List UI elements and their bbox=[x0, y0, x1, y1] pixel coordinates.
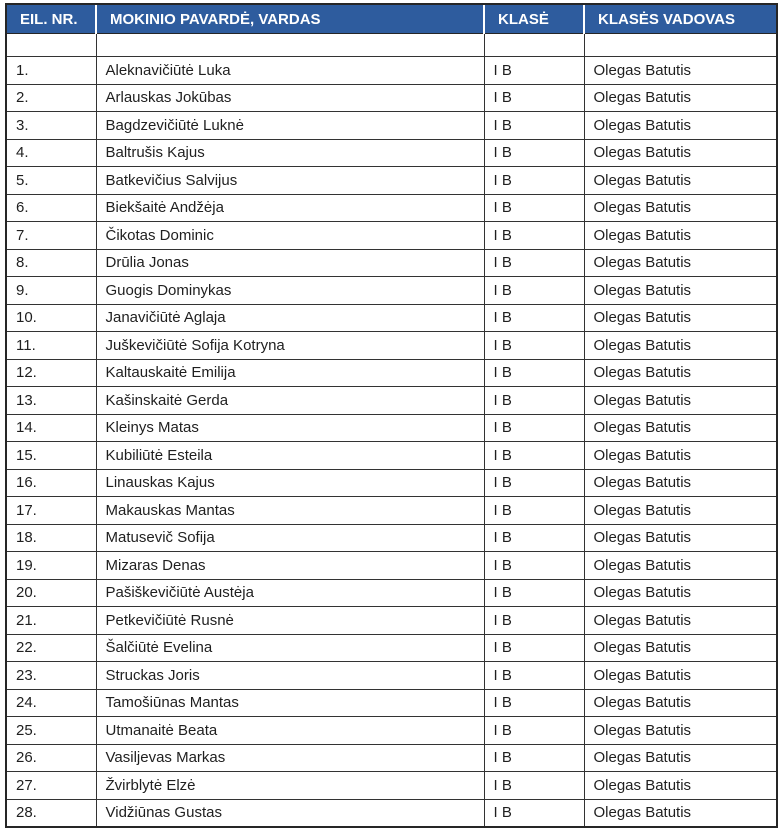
class-cell: I B bbox=[484, 634, 584, 662]
teacher-cell: Olegas Batutis bbox=[584, 414, 777, 442]
student-name-cell: Mizaras Denas bbox=[96, 552, 484, 580]
teacher-cell: Olegas Batutis bbox=[584, 772, 777, 800]
row-number-cell: 22. bbox=[6, 634, 96, 662]
class-cell: I B bbox=[484, 689, 584, 717]
row-number-cell: 23. bbox=[6, 662, 96, 690]
row-number-cell: 6. bbox=[6, 194, 96, 222]
student-row bbox=[6, 249, 777, 277]
student-name-cell: Žvirblytė Elzė bbox=[96, 772, 484, 800]
class-cell: I B bbox=[484, 662, 584, 690]
teacher-cell: Olegas Batutis bbox=[584, 139, 777, 167]
student-row bbox=[6, 84, 777, 112]
student-name-cell: Čikotas Dominic bbox=[96, 222, 484, 250]
column-header-class: KLASĖ bbox=[484, 4, 584, 34]
class-cell: I B bbox=[484, 222, 584, 250]
class-cell: I B bbox=[484, 552, 584, 580]
teacher-cell: Olegas Batutis bbox=[584, 222, 777, 250]
class-cell: I B bbox=[484, 112, 584, 140]
class-cell: I B bbox=[484, 277, 584, 305]
empty-cell bbox=[484, 34, 584, 57]
class-cell: I B bbox=[484, 497, 584, 525]
student-name-cell: Bagdzevičiūtė Luknė bbox=[96, 112, 484, 140]
student-row bbox=[6, 662, 777, 690]
teacher-cell: Olegas Batutis bbox=[584, 662, 777, 690]
student-name-cell: Juškevičiūtė Sofija Kotryna bbox=[96, 332, 484, 360]
student-row bbox=[6, 222, 777, 250]
row-number-cell: 8. bbox=[6, 249, 96, 277]
teacher-cell: Olegas Batutis bbox=[584, 634, 777, 662]
empty-row bbox=[6, 34, 777, 57]
row-number-cell: 18. bbox=[6, 524, 96, 552]
student-row bbox=[6, 524, 777, 552]
student-name-cell: Vidžiūnas Gustas bbox=[96, 799, 484, 827]
row-number-cell: 14. bbox=[6, 414, 96, 442]
student-row bbox=[6, 744, 777, 772]
student-row bbox=[6, 772, 777, 800]
row-number-cell: 10. bbox=[6, 304, 96, 332]
student-row bbox=[6, 607, 777, 635]
teacher-cell: Olegas Batutis bbox=[584, 524, 777, 552]
teacher-cell: Olegas Batutis bbox=[584, 442, 777, 470]
row-number-cell: 17. bbox=[6, 497, 96, 525]
student-name-cell: Struckas Joris bbox=[96, 662, 484, 690]
teacher-cell: Olegas Batutis bbox=[584, 497, 777, 525]
student-row bbox=[6, 469, 777, 497]
student-row bbox=[6, 139, 777, 167]
student-name-cell: Batkevičius Salvijus bbox=[96, 167, 484, 195]
teacher-cell: Olegas Batutis bbox=[584, 607, 777, 635]
teacher-cell: Olegas Batutis bbox=[584, 112, 777, 140]
teacher-cell: Olegas Batutis bbox=[584, 194, 777, 222]
class-cell: I B bbox=[484, 717, 584, 745]
student-row bbox=[6, 57, 777, 85]
teacher-cell: Olegas Batutis bbox=[584, 579, 777, 607]
teacher-cell: Olegas Batutis bbox=[584, 332, 777, 360]
header-row bbox=[6, 4, 777, 34]
student-name-cell: Janavičiūtė Aglaja bbox=[96, 304, 484, 332]
student-name-cell: Kaltauskaitė Emilija bbox=[96, 359, 484, 387]
student-row bbox=[6, 194, 777, 222]
row-number-cell: 27. bbox=[6, 772, 96, 800]
student-row bbox=[6, 552, 777, 580]
empty-cell bbox=[96, 34, 484, 57]
student-name-cell: Tamošiūnas Mantas bbox=[96, 689, 484, 717]
row-number-cell: 15. bbox=[6, 442, 96, 470]
student-row bbox=[6, 442, 777, 470]
row-number-cell: 13. bbox=[6, 387, 96, 415]
student-row bbox=[6, 689, 777, 717]
student-row bbox=[6, 799, 777, 827]
row-number-cell: 7. bbox=[6, 222, 96, 250]
student-row bbox=[6, 634, 777, 662]
teacher-cell: Olegas Batutis bbox=[584, 249, 777, 277]
class-cell: I B bbox=[484, 744, 584, 772]
class-cell: I B bbox=[484, 799, 584, 827]
class-cell: I B bbox=[484, 139, 584, 167]
student-row bbox=[6, 497, 777, 525]
student-name-cell: Biekšaitė Andžėja bbox=[96, 194, 484, 222]
student-name-cell: Linauskas Kajus bbox=[96, 469, 484, 497]
teacher-cell: Olegas Batutis bbox=[584, 277, 777, 305]
student-name-cell: Guogis Dominykas bbox=[96, 277, 484, 305]
student-name-cell: Baltrušis Kajus bbox=[96, 139, 484, 167]
class-cell: I B bbox=[484, 607, 584, 635]
class-cell: I B bbox=[484, 469, 584, 497]
column-header-eil-nr: EIL. NR. bbox=[6, 4, 96, 34]
class-cell: I B bbox=[484, 332, 584, 360]
student-name-cell: Drūlia Jonas bbox=[96, 249, 484, 277]
teacher-cell: Olegas Batutis bbox=[584, 387, 777, 415]
class-cell: I B bbox=[484, 194, 584, 222]
row-number-cell: 1. bbox=[6, 57, 96, 85]
row-number-cell: 12. bbox=[6, 359, 96, 387]
teacher-cell: Olegas Batutis bbox=[584, 744, 777, 772]
row-number-cell: 2. bbox=[6, 84, 96, 112]
student-name-cell: Kleinys Matas bbox=[96, 414, 484, 442]
teacher-cell: Olegas Batutis bbox=[584, 167, 777, 195]
student-name-cell: Šalčiūtė Evelina bbox=[96, 634, 484, 662]
student-row bbox=[6, 579, 777, 607]
class-cell: I B bbox=[484, 359, 584, 387]
row-number-cell: 25. bbox=[6, 717, 96, 745]
row-number-cell: 26. bbox=[6, 744, 96, 772]
row-number-cell: 9. bbox=[6, 277, 96, 305]
class-cell: I B bbox=[484, 524, 584, 552]
row-number-cell: 28. bbox=[6, 799, 96, 827]
class-cell: I B bbox=[484, 414, 584, 442]
student-name-cell: Arlauskas Jokūbas bbox=[96, 84, 484, 112]
row-number-cell: 21. bbox=[6, 607, 96, 635]
teacher-cell: Olegas Batutis bbox=[584, 359, 777, 387]
student-row bbox=[6, 717, 777, 745]
class-cell: I B bbox=[484, 579, 584, 607]
row-number-cell: 4. bbox=[6, 139, 96, 167]
student-name-cell: Makauskas Mantas bbox=[96, 497, 484, 525]
student-name-cell: Matusevič Sofija bbox=[96, 524, 484, 552]
teacher-cell: Olegas Batutis bbox=[584, 799, 777, 827]
teacher-cell: Olegas Batutis bbox=[584, 689, 777, 717]
teacher-cell: Olegas Batutis bbox=[584, 469, 777, 497]
student-name-cell: Petkevičiūtė Rusnė bbox=[96, 607, 484, 635]
row-number-cell: 16. bbox=[6, 469, 96, 497]
row-number-cell: 11. bbox=[6, 332, 96, 360]
student-name-cell: Kubiliūtė Esteila bbox=[96, 442, 484, 470]
row-number-cell: 3. bbox=[6, 112, 96, 140]
student-name-cell: Aleknavičiūtė Luka bbox=[96, 57, 484, 85]
class-cell: I B bbox=[484, 57, 584, 85]
class-cell: I B bbox=[484, 772, 584, 800]
student-name-cell: Utmanaitė Beata bbox=[96, 717, 484, 745]
students-table bbox=[5, 3, 778, 828]
student-name-cell: Kašinskaitė Gerda bbox=[96, 387, 484, 415]
column-header-teacher: KLASĖS VADOVAS bbox=[584, 4, 777, 34]
row-number-cell: 24. bbox=[6, 689, 96, 717]
class-cell: I B bbox=[484, 167, 584, 195]
class-cell: I B bbox=[484, 249, 584, 277]
row-number-cell: 5. bbox=[6, 167, 96, 195]
student-row bbox=[6, 414, 777, 442]
teacher-cell: Olegas Batutis bbox=[584, 84, 777, 112]
teacher-cell: Olegas Batutis bbox=[584, 552, 777, 580]
class-cell: I B bbox=[484, 304, 584, 332]
class-cell: I B bbox=[484, 387, 584, 415]
teacher-cell: Olegas Batutis bbox=[584, 717, 777, 745]
student-row bbox=[6, 167, 777, 195]
teacher-cell: Olegas Batutis bbox=[584, 57, 777, 85]
student-name-cell: Vasiljevas Markas bbox=[96, 744, 484, 772]
student-row bbox=[6, 277, 777, 305]
empty-cell bbox=[6, 34, 96, 57]
teacher-cell: Olegas Batutis bbox=[584, 304, 777, 332]
student-row bbox=[6, 332, 777, 360]
student-row bbox=[6, 112, 777, 140]
student-row bbox=[6, 359, 777, 387]
student-row bbox=[6, 304, 777, 332]
student-row bbox=[6, 387, 777, 415]
class-cell: I B bbox=[484, 84, 584, 112]
row-number-cell: 20. bbox=[6, 579, 96, 607]
row-number-cell: 19. bbox=[6, 552, 96, 580]
column-header-name: MOKINIO PAVARDĖ, VARDAS bbox=[96, 4, 484, 34]
class-cell: I B bbox=[484, 442, 584, 470]
student-name-cell: Pašiškevičiūtė Austėja bbox=[96, 579, 484, 607]
empty-cell bbox=[584, 34, 777, 57]
